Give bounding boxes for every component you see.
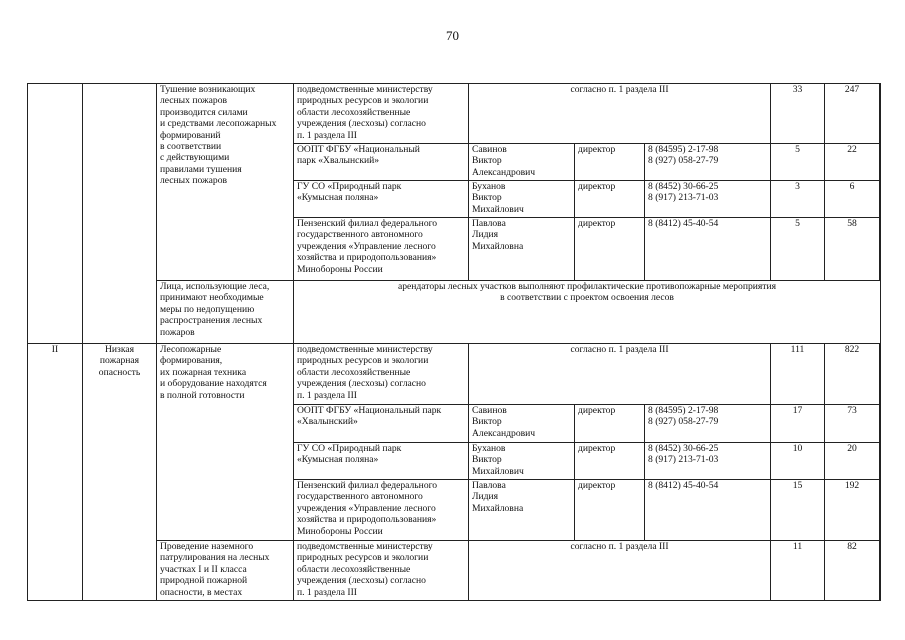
- position-cell: директор: [575, 405, 645, 443]
- phone-cell: 8 (84595) 2-17-98 8 (927) 058-27-79: [645, 405, 771, 443]
- executor-cell: подведомственные министерству природных ресурсов и экологии области лесохозяйственные учреждения (лесхозы) согласно п. 1 раздела III: [294, 344, 469, 405]
- executor-cell: Пензенский филиал федерального государственного автономного учреждения «Управление лесного хозяйства и природопользования» Минобороны России: [294, 218, 469, 281]
- person-cell: Павлова Лидия Михайловна: [469, 480, 575, 541]
- value-cell: 5: [771, 218, 825, 281]
- page-number: 70: [446, 28, 459, 43]
- value-cell: [880, 218, 881, 281]
- table-row: [28, 344, 881, 405]
- position-cell: директор: [575, 443, 645, 480]
- phone-cell: 8 (8412) 45-40-54: [645, 480, 771, 541]
- value-cell: [880, 541, 881, 601]
- position-cell: директор: [575, 144, 645, 181]
- value-cell: 73: [825, 405, 880, 443]
- value-cell: 11: [771, 541, 825, 601]
- measure-cell: Лесопожарные формирования, их пожарная техника и оборудование находятся в полной готовности: [157, 344, 294, 541]
- value-cell: 247: [825, 84, 880, 144]
- value-cell: [880, 405, 881, 443]
- position-cell: директор: [575, 218, 645, 281]
- person-cell: Буханов Виктор Михайлович: [469, 443, 575, 480]
- value-cell: 6: [825, 181, 880, 218]
- value-cell: 10: [771, 443, 825, 480]
- value-cell: 192: [825, 480, 880, 541]
- agreement-cell: согласно п. 1 раздела III: [469, 84, 771, 144]
- table-row: [28, 84, 881, 144]
- value-cell: 82: [825, 541, 880, 601]
- person-cell: Савинов Виктор Александрович: [469, 144, 575, 181]
- executor-cell: ГУ СО «Природный парк «Кумысная поляна»: [294, 443, 469, 480]
- executor-cell: ГУ СО «Природный парк «Кумысная поляна»: [294, 181, 469, 218]
- value-cell: 33: [771, 84, 825, 144]
- position-cell: директор: [575, 480, 645, 541]
- measure-cell: Лица, использующие леса, принимают необходимые меры по недопущению распространения лесных пожаров: [157, 281, 294, 344]
- class-name-cell: [83, 84, 157, 344]
- value-cell: [880, 443, 881, 480]
- phone-cell: 8 (84595) 2-17-98 8 (927) 058-27-79: [645, 144, 771, 181]
- value-cell: [880, 181, 881, 218]
- phone-cell: 8 (8412) 45-40-54: [645, 218, 771, 281]
- action-cell: арендаторы лесных участков выполняют профилактические противопожарные мероприятия в соответствии с проектом освоения лесов: [294, 281, 881, 344]
- fire-measures-table: [27, 83, 881, 601]
- value-cell: [880, 84, 881, 144]
- executor-cell: ООПТ ФГБУ «Национальный парк «Хвалынский»: [294, 144, 469, 181]
- executor-cell: Пензенский филиал федерального государственного автономного учреждения «Управление лесного хозяйства и природопользования» Минобороны России: [294, 480, 469, 541]
- value-cell: 822: [825, 344, 880, 405]
- value-cell: 17: [771, 405, 825, 443]
- class-number-cell: II: [28, 344, 83, 601]
- class-name-cell: Низкая пожарная опасность: [83, 344, 157, 601]
- executor-cell: ООПТ ФГБУ «Национальный парк «Хвалынский»: [294, 405, 469, 443]
- agreement-cell: согласно п. 1 раздела III: [469, 344, 771, 405]
- person-cell: Савинов Виктор Александрович: [469, 405, 575, 443]
- value-cell: 5: [771, 144, 825, 181]
- agreement-cell: согласно п. 1 раздела III: [469, 541, 771, 601]
- person-cell: Буханов Виктор Михайлович: [469, 181, 575, 218]
- value-cell: [880, 144, 881, 181]
- position-cell: директор: [575, 181, 645, 218]
- executor-cell: подведомственные министерству природных ресурсов и экологии области лесохозяйственные учреждения (лесхозы) согласно п. 1 раздела III: [294, 541, 469, 601]
- person-cell: Павлова Лидия Михайловна: [469, 218, 575, 281]
- class-number-cell: [28, 84, 83, 344]
- measure-cell: Проведение наземного патрулирования на лесных участках I и II класса природной пожарной опасности, в местах: [157, 541, 294, 601]
- measure-cell: Тушение возникающих лесных пожаров производится силами и средствами лесопожарных формирований в соответствии с действующими правилами тушения лесных пожаров: [157, 84, 294, 281]
- value-cell: 58: [825, 218, 880, 281]
- value-cell: 15: [771, 480, 825, 541]
- phone-cell: 8 (8452) 30-66-25 8 (917) 213-71-03: [645, 181, 771, 218]
- value-cell: 20: [825, 443, 880, 480]
- value-cell: 3: [771, 181, 825, 218]
- value-cell: [880, 344, 881, 405]
- value-cell: 22: [825, 144, 880, 181]
- value-cell: [880, 480, 881, 541]
- phone-cell: 8 (8452) 30-66-25 8 (917) 213-71-03: [645, 443, 771, 480]
- executor-cell: подведомственные министерству природных ресурсов и экологии области лесохозяйственные учреждения (лесхозы) согласно п. 1 раздела III: [294, 84, 469, 144]
- value-cell: 111: [771, 344, 825, 405]
